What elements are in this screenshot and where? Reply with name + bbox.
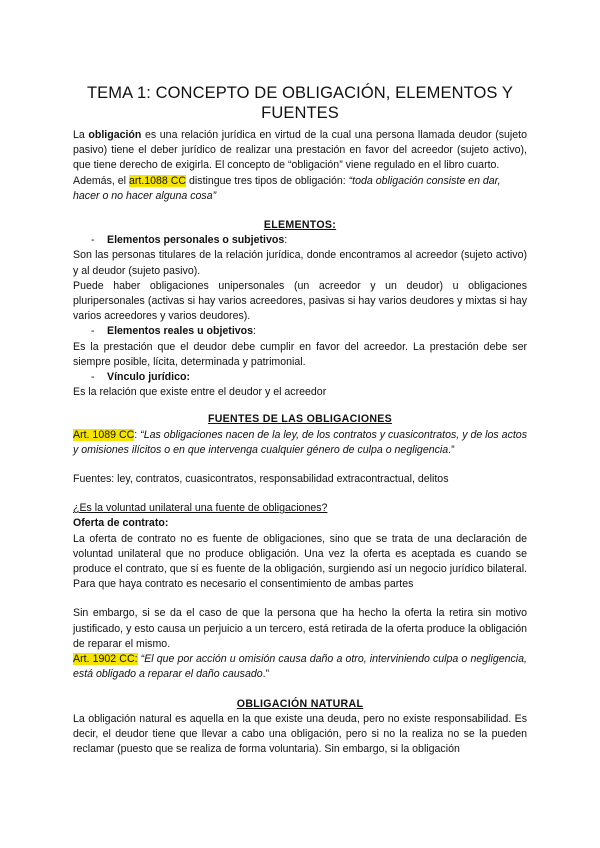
fuentes-list: Fuentes: ley, contratos, cuasicontratos, responsabilidad extracontractual, delitos [73,473,449,486]
quote-end: .” [448,443,455,456]
section-heading-elementos: ELEMENTOS: [263,219,337,232]
natural-paragraph: La obligación natural es aquella en la que existe una deuda, pero no existe responsabilidad. Es decir, el deudor tiene que llevar a cabo una obligación, pero si no la realiza no se la pueden reclamar (puesto que se realiza de forma voluntaria). Sin embargo, si la obligación [73,712,527,756]
document-body [73,128,527,757]
oferta-paragraph-1: La oferta de contrato no es fuente de obligaciones, sino que se trata de una declaración de voluntad unilateral que no produce obligación. Una vez la oferta es aceptada es cuando se produce el contrato, que sí es fuente de la obligación, surgiendo así un negocio jurídico bilateral. Para que haya contrato es necesario el consentimiento de ambas partes [73,532,527,591]
article-1088-highlight: art.1088 CC [128,174,187,187]
article-1089-highlight: Art. 1089 CC [73,428,135,441]
intro-text: La [73,129,89,141]
list-label: Vínculo jurídico: [107,371,190,384]
list-item-reales: - Elementos reales u objetivos: [73,324,527,339]
article-1902-quote: “El que por acción u omisión causa daño a otro, interviniendo culpa o negligencia, está obligado a reparar el daño causado [73,653,527,681]
intro-article-lead: Además, el [73,174,129,187]
separator: : [134,428,141,441]
page-title: TEMA 1: CONCEPTO DE OBLIGACIÓN, ELEMENTOS Y FUENTES [86,84,514,123]
article-1089-quote: “Las obligaciones nacen de la ley, de los contratos y cuasicontratos, y de los actos y omisiones ilícitos o en que intervenga cualquier género de culpa o negligencia [73,428,527,456]
fuentes-article-paragraph [73,428,527,458]
intro-article-quote: “toda obligación consiste en dar, hacer o no hacer alguna cosa” [73,174,501,202]
intro-article-mid: distingue tres tipos de obligación: [186,174,349,187]
section-heading-natural: OBLIGACIÓN NATURAL [236,697,364,710]
intro-paragraph [73,128,527,174]
intro-term: obligación [88,129,142,141]
article-1902-highlight: Art. 1902 CC: [73,653,138,666]
personales-paragraph-2: Puede haber obligaciones unipersonales (un acreedor y un deudor) u obligaciones pluripersonales (activas si hay varios acreedores, pasivas si hay varios deudores y mixtas si hay varios acreedores y varios deudores). [73,279,527,323]
list-item-vinculo [73,370,527,385]
intro-text-rest: es una relación jurídica en virtud de la cual una persona llamada deudor (sujeto pasivo) tiene el deber jurídico de realizar una prestación en favor del acreedor (sujeto activo), que tiene derecho de exigirla. El concepto de “obligación” viene regulado en el libro cuarto. [73,129,528,172]
list-item-personales: - Elementos personales o subjetivos: [73,233,527,248]
quote-end: .” [262,668,270,681]
intro-article-paragraph [73,174,527,204]
voluntad-question: ¿Es la voluntad unilateral una fuente de obligaciones? [73,502,328,515]
oferta-label-text: Oferta de contrato: [73,517,169,530]
list-label: Elementos reales u objetivos [107,325,254,338]
personales-paragraph-1: Son las personas titulares de la relación jurídica, donde encontramos al acreedor (sujeto activo) y al deudor (sujeto pasivo). [73,249,527,277]
section-heading-fuentes: FUENTES DE LAS OBLIGACIONES [207,413,393,426]
oferta-label [73,516,527,531]
dash-bullet: - [91,371,95,384]
list-label: Elementos personales o subjetivos [107,234,285,247]
reales-paragraph: Es la prestación que el deudor debe cumplir en favor del acreedor. La prestación debe ser siempre posible, lícita, determinada y patrimonial. [73,340,527,368]
dash-bullet: - [91,234,95,247]
oferta-paragraph-2: Sin embargo, si se da el caso de que la persona que ha hecho la oferta la retira sin motivo justificado, y esto causa un perjuicio a un tercero, está retirada de la oferta produce la obligación de reparar el mismo. [73,607,527,650]
art-1902-paragraph [73,652,527,682]
dash-bullet: - [91,325,95,338]
vinculo-paragraph: Es la relación que existe entre el deudor y el acreedor [73,386,327,399]
